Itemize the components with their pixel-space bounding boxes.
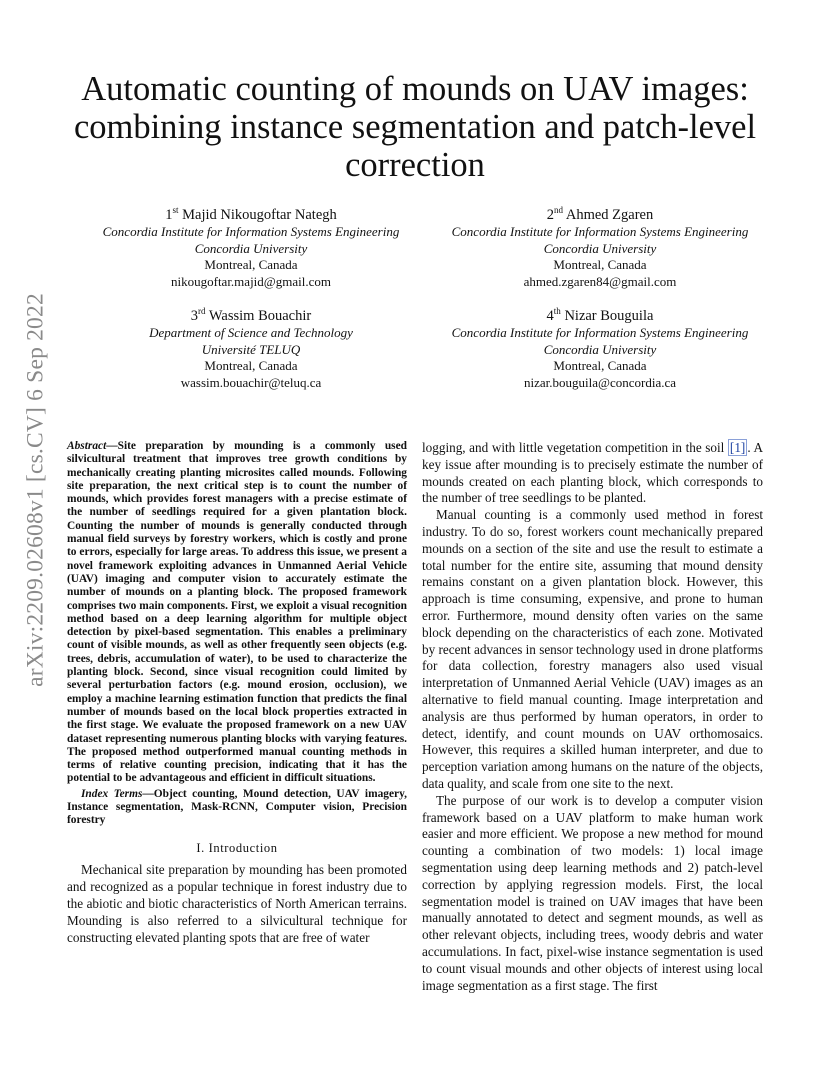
abstract-text: —Site preparation by mounding is a commonly used silvicultural treatment that improves tree growth conditions by mechanically creating planting microsites called mounds. Following site preparation, the next critical step is to count the number of mounds, which provides forest managers with a precise estimate of the number of seedlings required for a given plantation block. Counting the number of mounds is generally conducted through manual field surveys by forestry workers, which is costly and prone to errors, especially for large areas. To address this issue, we present a novel framework exploiting advances in Unmanned Aerial Vehicle (UAV) imaging and computer vision to accurately estimate the number of mounds on a planting block. The proposed framework comprises two main components. First, we exploit a visual recognition method based on a deep learning algorithm for multiple object detection by pixel-based segmentation. This enables a preliminary count of visible mounds, as well as other frequently seen objects (e.g. trees, debris, accumulation of water), to be used to characterize the planting block. Second, since visual recognition could limited by several perturbation factors (e.g. mound erosion, occlusion), we employ a machine learning estimation function that predicts the final number of mounds based on the local block properties extracted in the first stage. We evaluate the proposed framework on a new UAV dataset representing numerous planting blocks with varying features. The proposed method outperformed manual counting methods in terms of relative counting precision, indicating that it has the potential to be advantageous and efficient in difficult situations. bbox=[67, 440, 407, 785]
index-terms-text: —Object counting, Mound detection, UAV imagery, Instance segmentation, Mask-RCNN, Computer vision, Precision forestry bbox=[67, 787, 407, 827]
author-name: 1st Majid Nikougoftar Nategh bbox=[165, 205, 337, 223]
index-terms bbox=[67, 788, 407, 828]
abstract-label: Abstract bbox=[67, 440, 107, 452]
author-affiliation: Concordia University bbox=[543, 240, 657, 256]
author-affiliation: Concordia Institute for Information Systems Engineering bbox=[451, 223, 749, 239]
author-block-1 bbox=[90, 201, 412, 291]
author-email: nizar.bouguila@concordia.ca bbox=[523, 375, 677, 391]
left-column bbox=[67, 440, 407, 946]
body-paragraph: The purpose of our work is to develop a computer vision framework based on a UAV platform to make human work easier and more efficient. We propose a new method for mound counting a combination of two models: 1) local image segmentation using deep learning methods and 2) patch-level correction by applying regression models. First, the local segmentation model is trained on UAV images that have been manually annotated to detect and segment mounds, as well as other relevant objects, including trees, woody debris and water accumulations. In fact, pixel-wise instance segmentation is used to count visual mounds and other objects of interest using local image segmentation as a first stage. The first bbox=[422, 792, 763, 993]
section-heading: I. Introduction bbox=[196, 840, 278, 855]
intro-paragraph: Mechanical site preparation by mounding has been promoted and recognized as a popular technique in forest industry due to the abiotic and biotic characteristics of North American terrains. Mounding is also referred to a silvicultural technique for constructing elevated planting spots that are free of water bbox=[67, 862, 407, 945]
citation-link[interactable]: [1] bbox=[729, 440, 746, 455]
arxiv-stamp bbox=[14, 290, 58, 690]
body-paragraph: logging, and with little vegetation competition in the soil [1] . A key issue after mounding is to precisely estimate the number of mounds created on each planting block, which corresponds to the number of tree seedlings to be planted. bbox=[422, 440, 763, 506]
author-email: nikougoftar.majid@gmail.com bbox=[171, 274, 331, 290]
index-terms-label: Index Terms bbox=[81, 787, 143, 800]
arxiv-stamp-text: arXiv:2209.02608v1 [cs.CV] 6 Sep 2022 bbox=[22, 293, 49, 687]
paper-title: Automatic counting of mounds on UAV images: combining instance segmentation and patch-level correction bbox=[73, 70, 757, 184]
author-block-4 bbox=[438, 302, 762, 392]
author-location: Montreal, Canada bbox=[204, 358, 298, 374]
author-name: 3rd Wassim Bouachir bbox=[190, 306, 312, 324]
author-block-2 bbox=[438, 201, 762, 291]
author-name: 2nd Ahmed Zgaren bbox=[546, 205, 654, 223]
body-paragraph: Manual counting is a commonly used method in forest industry. To do so, forest workers count mechanically prepared mounds on a section of the site and use the result to estimate a total number for the entire site, assuming that mound density remains constant on a given plantation block. However, this approach is time consuming, expensive, and prone to human error. Furthermore, mound density often varies on the same block depending on the characteristics of each zone. Motivated by recent advances in sensor technology used in drone platforms for data collection, forestry managers also used visual interpretation of Unmanned Aerial Vehicle (UAV) images as an alternative to field manual counting. Image interpretation and analysis are thus performed by human operators, in order to detect, identify, and count mounds on UAV orthomosaics. However, this requires a skilled human interpreter, and due to perception variation among humans on the nature of the objects, data quality, and scale from one site to the next. bbox=[422, 507, 763, 791]
right-column bbox=[422, 440, 763, 994]
author-affiliation: Concordia University bbox=[194, 240, 308, 256]
author-affiliation: Université TELUQ bbox=[201, 341, 301, 357]
author-email: wassim.bouachir@teluq.ca bbox=[180, 375, 322, 391]
author-location: Montreal, Canada bbox=[553, 257, 647, 273]
author-email: ahmed.zgaren84@gmail.com bbox=[523, 274, 677, 290]
author-block-3 bbox=[90, 302, 412, 392]
author-name: 4th Nizar Bouguila bbox=[546, 306, 654, 324]
author-affiliation: Concordia Institute for Information Systems Engineering bbox=[451, 324, 749, 340]
author-affiliation: Concordia University bbox=[543, 341, 657, 357]
author-location: Montreal, Canada bbox=[204, 257, 298, 273]
author-affiliation: Concordia Institute for Information Systems Engineering bbox=[102, 223, 400, 239]
author-location: Montreal, Canada bbox=[553, 358, 647, 374]
author-affiliation: Department of Science and Technology bbox=[149, 324, 353, 340]
abstract bbox=[67, 440, 407, 786]
